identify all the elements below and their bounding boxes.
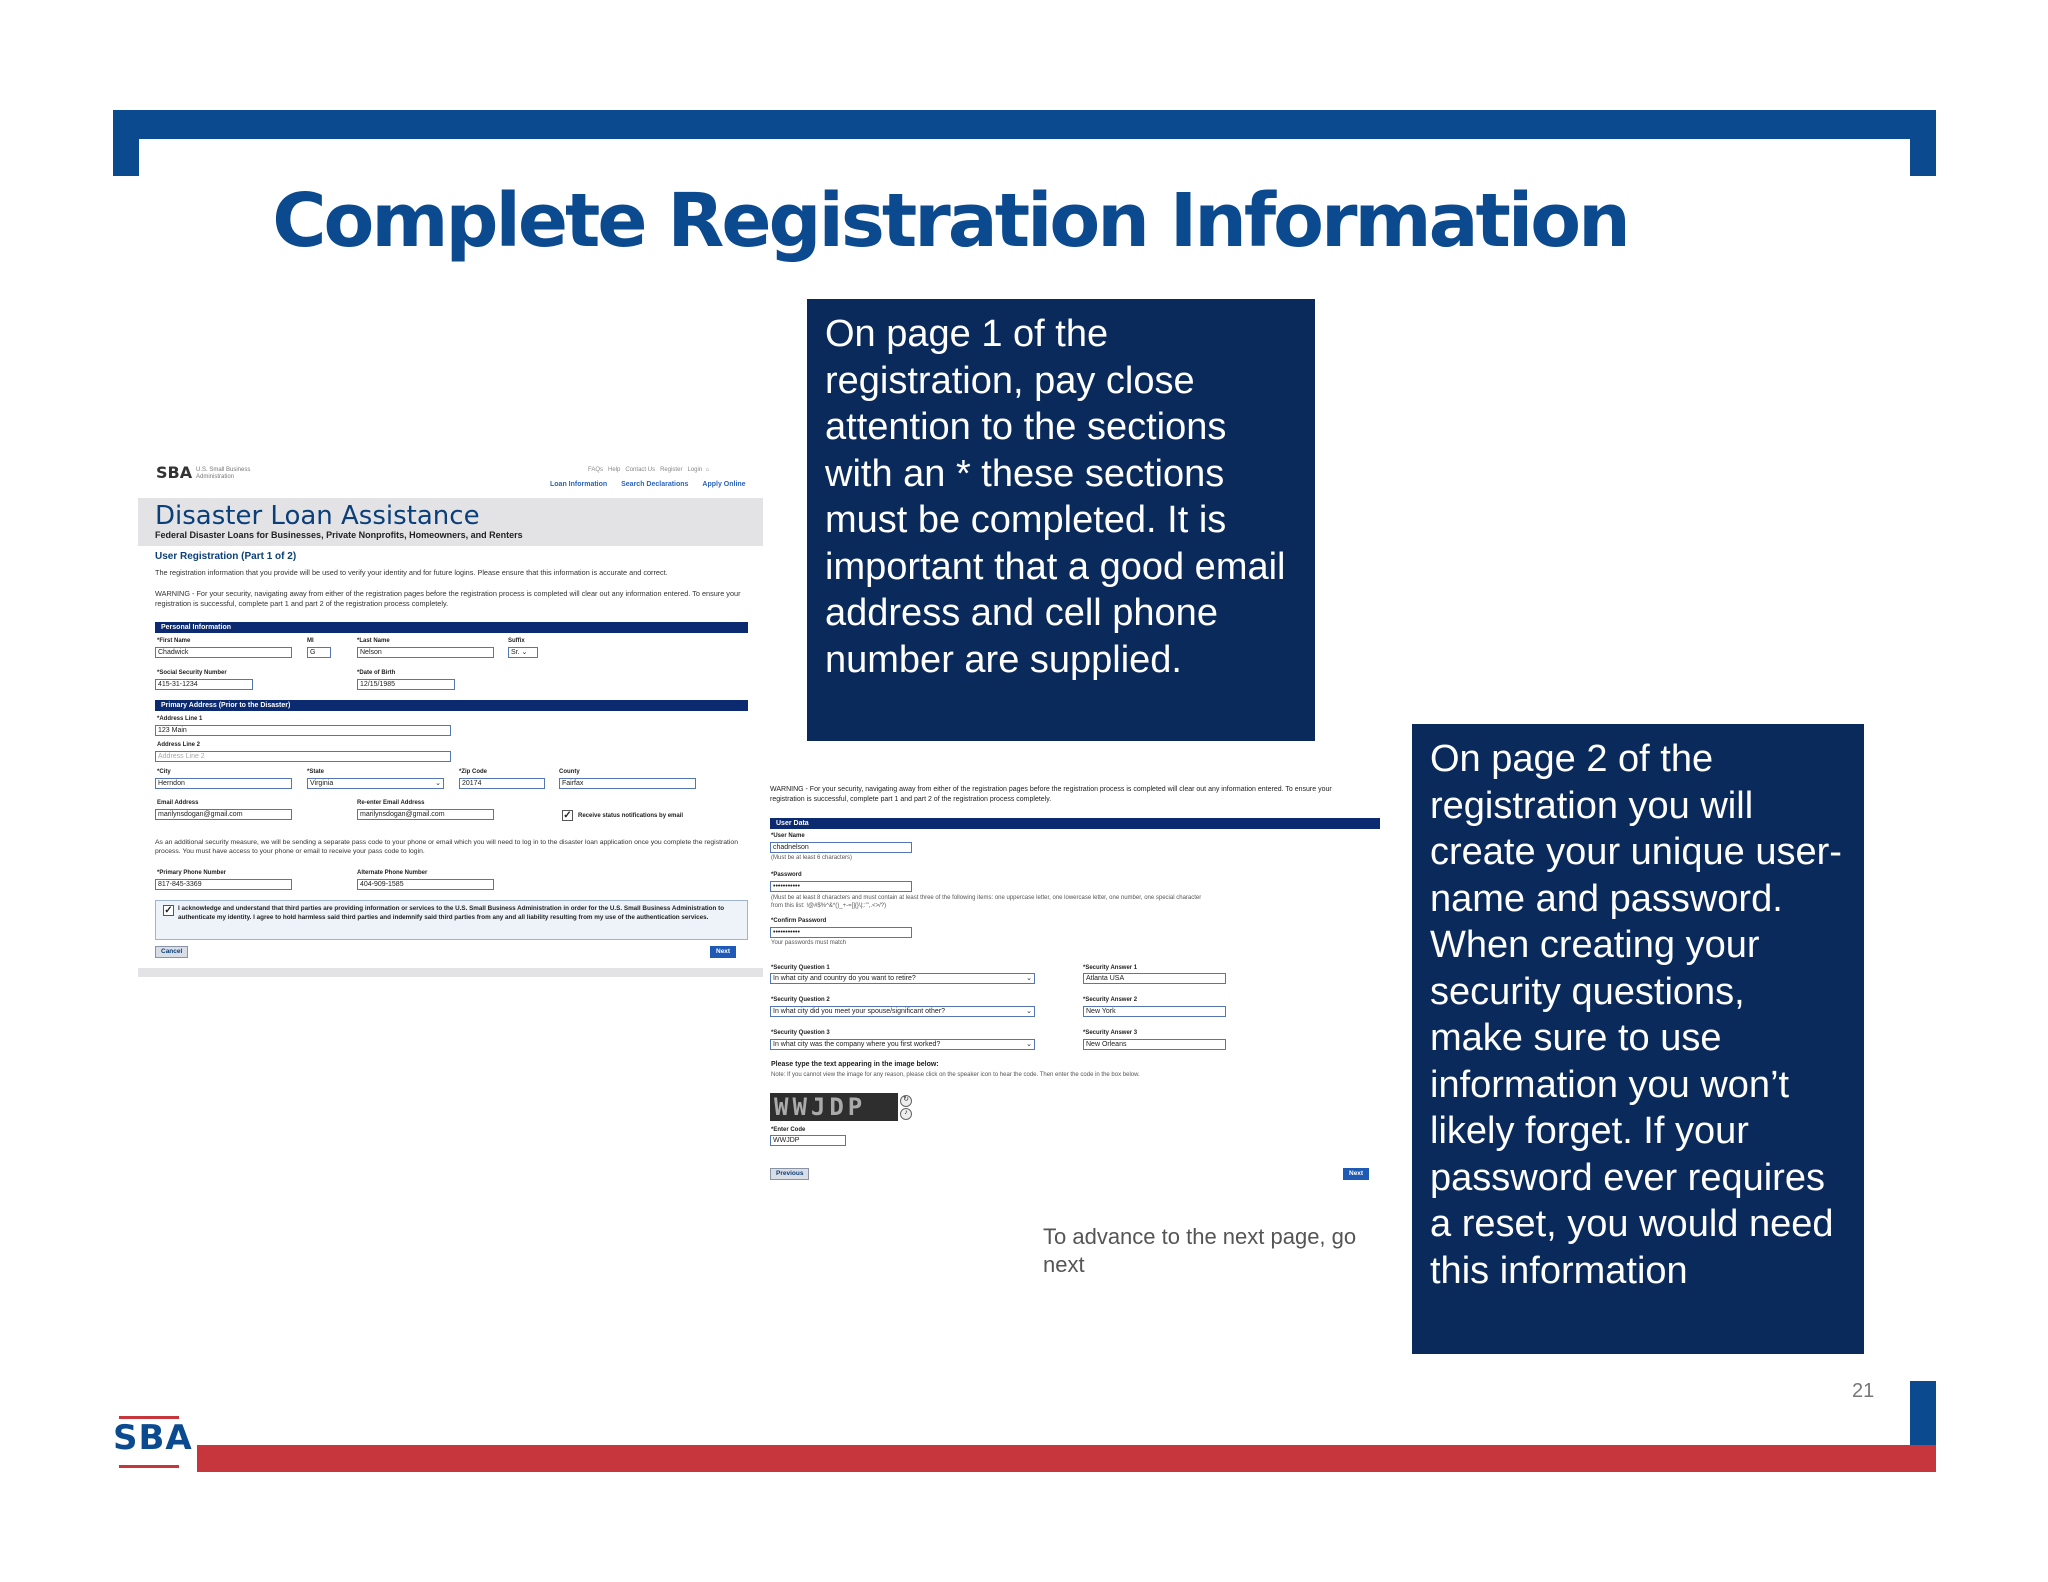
slide-title: Complete Registration Information (272, 178, 1628, 264)
email-field[interactable]: marilynsdogan@gmail.com (155, 809, 292, 820)
state-label: *State (307, 769, 325, 775)
security-note: As an additional security measure, we will be sending a separate pass code to your phone or email which you will need to log in to the disaster loan application once you complete the registration process. You must have access to your phone or email to receive your pass code to login. (155, 839, 738, 855)
security-answer-2-label: *Security Answer 2 (1083, 997, 1138, 1003)
page-number: 21 (1852, 1380, 1875, 1402)
security-question-1-label: *Security Question 1 (771, 965, 830, 971)
intro-text: The registration information that you provide will be used to verify your identity and for future logins. Please ensure that this information is accurate and correct. (155, 568, 668, 577)
last-name-label: *Last Name (357, 638, 390, 644)
security-question-3-value: In what city was the company where you first worked? (773, 1041, 941, 1048)
link-faqs[interactable]: FAQs (588, 467, 604, 473)
warning-text: WARNING - For your security, navigating away from either of the registration pages before the registration process is completed will clear out any information entered. To ensure your registration is successful, complete part 1 and part 2 of the registration process completely. (155, 589, 741, 608)
acknowledgement-text: I acknowledge and understand that third parties are providing information or services to the U.S. Small Business Administration in order for the U.S. Small Business Administration to authenticate my identity. I agree to hold harmless said third parties and indemnify said third parties from any and all liability resulting from my use of the authentication services. (178, 905, 725, 921)
ssn-label: *Social Security Number (157, 670, 227, 676)
refresh-icon[interactable]: ↻ (900, 1095, 912, 1107)
receive-notifications-label: Receive status notifications by email (578, 813, 684, 819)
part-heading: User Registration (Part 1 of 2) (155, 551, 297, 562)
acknowledge-checkbox[interactable]: ✓ (164, 905, 173, 916)
security-question-2-label: *Security Question 2 (771, 997, 830, 1003)
advance-note: To advance to the next page, go next (1043, 1224, 1357, 1277)
password-match-note: Your passwords must match (771, 940, 847, 946)
security-question-1-value: In what city and country do you want to retire? (773, 975, 916, 982)
footer-red-bar (197, 1445, 1936, 1472)
county-field[interactable]: Fairfax (559, 778, 696, 789)
security-question-2-select[interactable] (770, 1006, 1035, 1017)
password-field[interactable]: ••••••••••• (770, 881, 912, 892)
next-button[interactable]: Next (1343, 1168, 1369, 1180)
address2-label: Address Line 2 (157, 742, 201, 748)
county-label: County (559, 769, 580, 775)
chevron-down-icon: ⌄ (435, 780, 441, 787)
callout-page-2: On page 2 of the registration you will create your unique user-name and password. When creating your security questions, make sure to use information you won’t likely forget. If your password ever requires a reset, you would need this information (1412, 724, 1864, 1354)
confirm-password-label: *Confirm Password (771, 918, 827, 924)
reemail-label: Re-enter Email Address (357, 800, 425, 806)
registration-page-2-screenshot (765, 775, 1385, 1185)
enter-code-field[interactable]: WWJDP (770, 1135, 846, 1146)
reemail-field[interactable]: marilynsdogan@gmail.com (357, 809, 494, 820)
ssn-field[interactable]: 415-31-1234 (155, 679, 253, 690)
speaker-icon[interactable]: ♪ (900, 1108, 912, 1120)
user-data-section-bar: User Data (770, 818, 1380, 829)
state-value: Virginia (310, 780, 334, 787)
chevron-down-icon: ⌄ (1026, 1008, 1032, 1015)
security-question-2-value: In what city did you meet your spouse/significant other? (773, 1008, 945, 1015)
first-name-field[interactable]: Chadwick (155, 647, 292, 658)
address1-field[interactable]: 123 Main (155, 725, 451, 736)
link-contact[interactable]: Contact Us (625, 467, 656, 473)
mi-label: MI (307, 638, 314, 644)
personal-section-bar: Personal Information (155, 622, 748, 633)
state-select[interactable] (307, 778, 444, 789)
username-note: (Must be at least 6 characters) (771, 855, 853, 861)
page-title: Disaster Loan Assistance (155, 501, 480, 531)
city-label: *City (157, 769, 171, 775)
address2-field[interactable]: Address Line 2 (155, 751, 451, 762)
address1-label: *Address Line 1 (157, 716, 203, 722)
chevron-down-icon: ⌄ (521, 649, 528, 656)
mi-field[interactable]: G (307, 647, 331, 658)
zip-label: *Zip Code (459, 769, 487, 775)
previous-button[interactable]: Previous (770, 1168, 809, 1180)
phone-label: *Primary Phone Number (157, 870, 227, 876)
captcha-image: WWJDP (770, 1093, 898, 1121)
nav-apply-online[interactable]: Apply Online (702, 481, 746, 488)
security-answer-3-label: *Security Answer 3 (1083, 1030, 1138, 1036)
top-links (588, 467, 709, 473)
cancel-button[interactable]: Cancel (155, 946, 188, 958)
link-login[interactable]: Login (687, 467, 703, 473)
address-section-bar: Primary Address (Prior to the Disaster) (155, 700, 748, 711)
sba-header-logo: SBA (156, 463, 193, 482)
password-label: *Password (771, 872, 802, 878)
receive-notifications-checkbox[interactable]: ✓ (563, 810, 572, 821)
link-register[interactable]: Register (660, 467, 683, 473)
first-name-label: *First Name (157, 638, 191, 644)
security-question-3-select[interactable] (770, 1039, 1035, 1050)
suffix-select[interactable] (508, 647, 538, 658)
nav-loan-information[interactable]: Loan Information (550, 481, 608, 488)
suffix-label: Suffix (508, 638, 525, 644)
sba-logo: SBA (113, 1418, 193, 1458)
home-icon[interactable]: ⌂ (705, 467, 710, 473)
dob-field[interactable]: 12/15/1985 (357, 679, 455, 690)
dob-label: *Date of Birth (357, 670, 396, 676)
warning-text: WARNING - For your security, navigating away from either of the registration pages before the registration process is completed will clear out any information entered. To ensure your registration is successful, complete part 1 and part 2 of the registration process completely. (770, 786, 1332, 803)
captcha-note: Note: If you cannot view the image for any reason, please click on the speaker icon to hear the code. Then enter the code in the box below. (771, 1072, 1140, 1078)
email-label: Email Address (157, 800, 199, 806)
frame-left-bracket (113, 110, 139, 176)
alt-phone-label: Alternate Phone Number (357, 870, 428, 876)
chevron-down-icon: ⌄ (1026, 1041, 1032, 1048)
page-subtitle: Federal Disaster Loans for Businesses, Private Nonprofits, Homeowners, and Renters (155, 530, 523, 540)
username-label: *User Name (771, 833, 805, 839)
security-answer-1-label: *Security Answer 1 (1083, 965, 1138, 971)
security-answer-2-field[interactable]: New York (1083, 1006, 1226, 1017)
security-answer-3-field[interactable]: New Orleans (1083, 1039, 1226, 1050)
password-note: (Must be at least 8 characters and must contain at least three of the following items: one uppercase letter, one lowercase letter, one number, one special character from this list: !@#$%^&*()_+-=[]{}\|;:'",.<>/?) (771, 895, 1202, 909)
registration-page-1-screenshot (138, 455, 763, 977)
city-field[interactable]: Herndon (155, 778, 292, 789)
phone-field[interactable]: 817-845-3369 (155, 879, 292, 890)
frame-right-bracket (1910, 110, 1936, 176)
chevron-down-icon: ⌄ (1026, 975, 1032, 982)
next-button[interactable]: Next (710, 946, 736, 958)
security-question-3-label: *Security Question 3 (771, 1030, 830, 1036)
sba-org-name: U.S. Small Business Administration (196, 467, 251, 480)
security-question-1-select[interactable] (770, 973, 1035, 984)
frame-top-bar (113, 110, 1936, 139)
captcha-prompt: Please type the text appearing in the image below: (771, 1061, 939, 1068)
last-name-field[interactable]: Nelson (357, 647, 494, 658)
zip-field[interactable]: 20174 (459, 778, 545, 789)
main-nav (538, 481, 746, 488)
callout-page-1: On page 1 of the registration, pay close attention to the sections with an * these sections must be completed. It is important that a good email address and cell phone number are supplied. (807, 299, 1315, 741)
confirm-password-field[interactable]: ••••••••••• (770, 927, 912, 938)
suffix-value: Sr. (511, 649, 520, 656)
alt-phone-field[interactable]: 404-909-1585 (357, 879, 494, 890)
security-answer-1-field[interactable]: Atlanta USA (1083, 973, 1226, 984)
link-help[interactable]: Help (608, 467, 621, 473)
page-bottom-band (138, 968, 763, 977)
username-field[interactable]: chadnelson (770, 842, 912, 853)
enter-code-label: *Enter Code (771, 1127, 806, 1133)
nav-search-declarations[interactable]: Search Declarations (621, 481, 689, 488)
